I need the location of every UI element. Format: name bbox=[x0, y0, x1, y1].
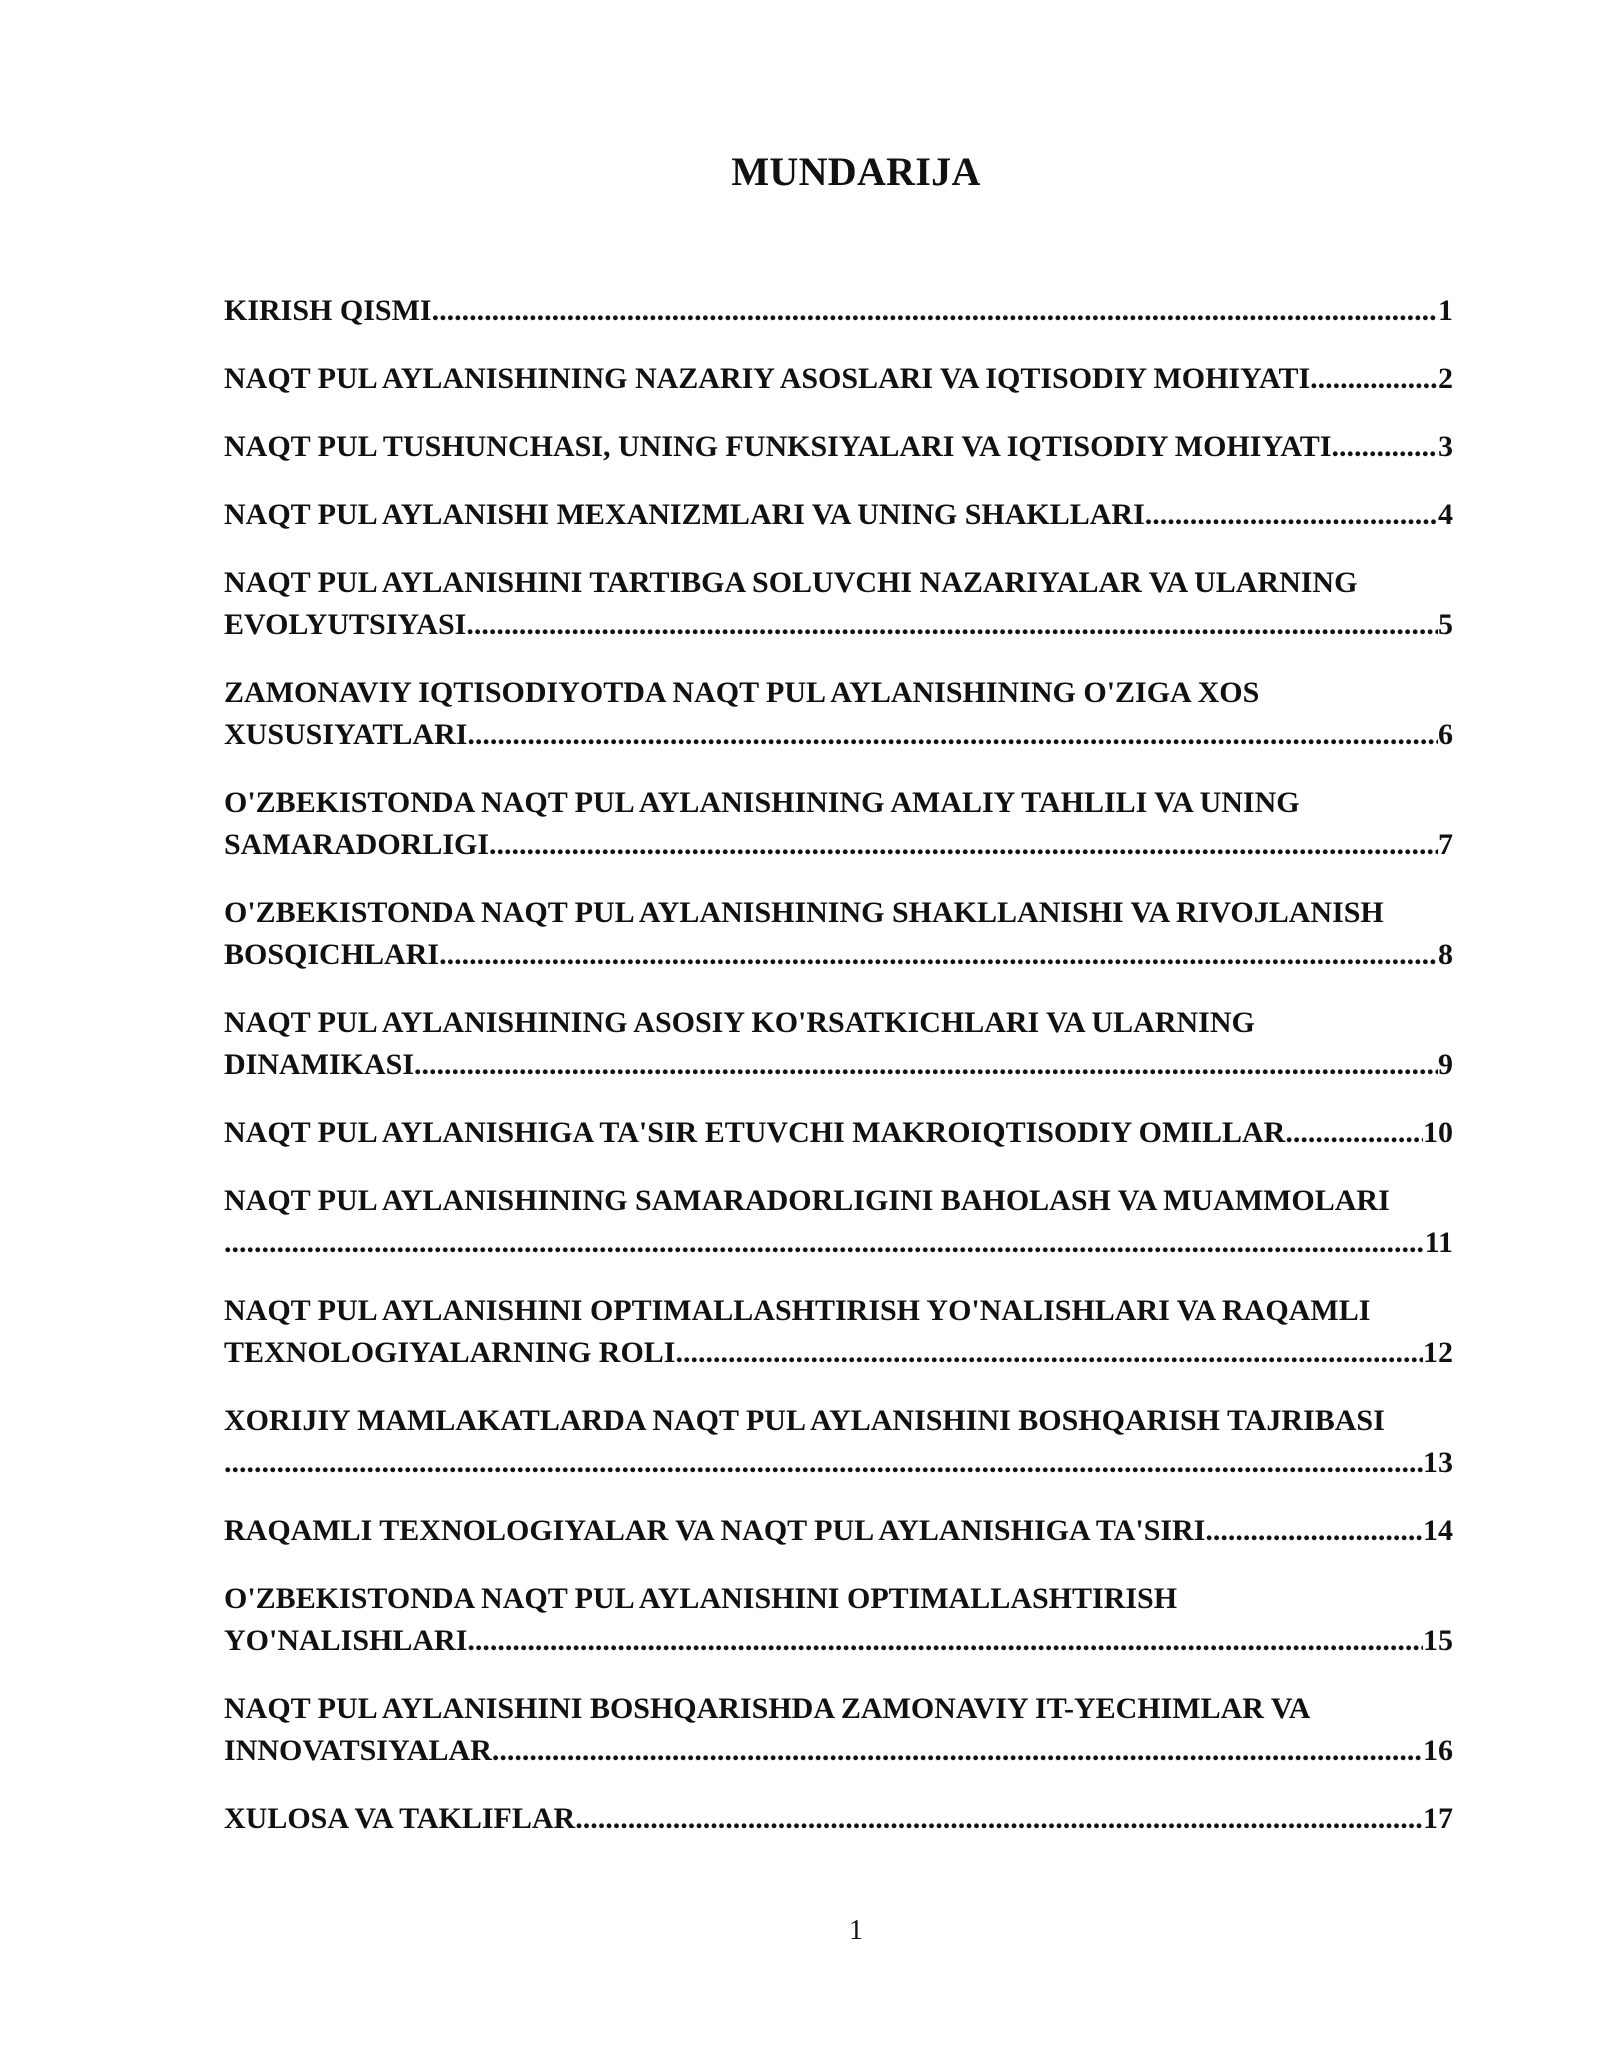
toc-entry-page-number: 4 bbox=[1438, 498, 1453, 531]
toc-entry-title-line: ZAMONAVIY IQTISODIYOTDA NAQT PUL AYLANISHINING O'ZIGA XOS bbox=[224, 676, 1260, 709]
toc-entry-title-line: NAQT PUL AYLANISHINI BOSHQARISHDA ZAMONAVIY IT-YECHIMLAR VA bbox=[224, 1692, 1311, 1725]
dot-leader bbox=[414, 1044, 1438, 1086]
toc-entry-title: EVOLYUTSIYASI bbox=[224, 608, 467, 641]
toc-entry-leader-line bbox=[224, 1442, 1453, 1484]
toc-entry-leader-line bbox=[224, 1222, 1453, 1264]
toc-entry[interactable] bbox=[224, 358, 1453, 400]
toc-entry-leader-line bbox=[224, 1730, 1453, 1772]
toc-entry-title-line: NAQT PUL AYLANISHINING ASOSIY KO'RSATKICHLARI VA ULARNING bbox=[224, 1006, 1255, 1039]
dot-leader bbox=[466, 604, 1438, 646]
toc-entry-page-number: 6 bbox=[1438, 718, 1453, 751]
toc-entry-title: NAQT PUL AYLANISHI MEXANIZMLARI VA UNING SHAKLLARI bbox=[224, 498, 1145, 531]
toc-entry-page-number: 10 bbox=[1423, 1116, 1453, 1149]
dot-leader bbox=[575, 1798, 1423, 1840]
toc-entry-leader-line bbox=[224, 1112, 1453, 1154]
toc-entry-leader-line bbox=[224, 494, 1453, 536]
dot-leader bbox=[467, 714, 1438, 756]
dot-leader bbox=[492, 1730, 1423, 1772]
toc-entry[interactable] bbox=[224, 782, 1453, 866]
toc-entry-leader-line bbox=[224, 1798, 1453, 1840]
toc-entry[interactable] bbox=[224, 494, 1453, 536]
toc-entry-leader-line bbox=[224, 358, 1453, 400]
toc-entry[interactable] bbox=[224, 1510, 1453, 1552]
toc-entry-leader-line bbox=[224, 714, 1453, 756]
toc-entry-leader-line bbox=[224, 824, 1453, 866]
dot-leader bbox=[1285, 1112, 1423, 1154]
dot-leader bbox=[224, 1222, 1425, 1264]
toc-entry[interactable] bbox=[224, 892, 1453, 976]
toc-entry-title: SAMARADORLIGI bbox=[224, 828, 490, 861]
toc-entry-title: DINAMIKASI bbox=[224, 1048, 415, 1081]
toc-entry[interactable] bbox=[224, 562, 1453, 646]
toc-entry-title: YO'NALISHLARI bbox=[224, 1624, 468, 1657]
toc-entry-title-line: O'ZBEKISTONDA NAQT PUL AYLANISHINING AMALIY TAHLILI VA UNING bbox=[224, 786, 1300, 819]
toc-entry-page-number: 16 bbox=[1423, 1734, 1453, 1767]
toc-entry[interactable] bbox=[224, 290, 1453, 332]
toc-entry-title: XULOSA VA TAKLIFLAR bbox=[224, 1802, 576, 1835]
toc-entry-page-number: 3 bbox=[1438, 430, 1453, 463]
dot-leader bbox=[675, 1332, 1423, 1374]
toc-entry[interactable] bbox=[224, 1180, 1453, 1264]
toc-entry-title: BOSQICHLARI bbox=[224, 938, 440, 971]
dot-leader bbox=[467, 1620, 1423, 1662]
toc-entry[interactable] bbox=[224, 1578, 1453, 1662]
toc-entry-title: NAQT PUL AYLANISHIGA TA'SIR ETUVCHI MAKROIQTISODIY OMILLAR bbox=[224, 1116, 1286, 1149]
toc-entry-page-number: 17 bbox=[1423, 1802, 1453, 1835]
toc-entry-title: XUSUSIYATLARI bbox=[224, 718, 468, 751]
toc-entry-page-number: 12 bbox=[1423, 1336, 1453, 1369]
toc-entry-page-number: 9 bbox=[1438, 1048, 1453, 1081]
toc-entry[interactable] bbox=[224, 1002, 1453, 1086]
toc-entry[interactable] bbox=[224, 1400, 1453, 1484]
toc-entry[interactable] bbox=[224, 1290, 1453, 1374]
toc-entry-page-number: 8 bbox=[1438, 938, 1453, 971]
dot-leader bbox=[1310, 358, 1438, 400]
toc-entry-leader-line bbox=[224, 1510, 1453, 1552]
toc-entry-title: RAQAMLI TEXNOLOGIYALAR VA NAQT PUL AYLANISHIGA TA'SIRI bbox=[224, 1514, 1206, 1547]
toc-entry-page-number: 11 bbox=[1424, 1226, 1453, 1259]
table-of-contents bbox=[224, 290, 1453, 1866]
toc-entry-page-number: 2 bbox=[1438, 362, 1453, 395]
toc-entry-title: NAQT PUL AYLANISHINING NAZARIY ASOSLARI VA IQTISODIY MOHIYATI bbox=[224, 362, 1311, 395]
toc-entry-page-number: 13 bbox=[1423, 1446, 1453, 1479]
page-title: MUNDARIJA bbox=[731, 149, 981, 194]
toc-entry[interactable] bbox=[224, 1688, 1453, 1772]
toc-entry-title-line: O'ZBEKISTONDA NAQT PUL AYLANISHINI OPTIMALLASHTIRISH bbox=[224, 1582, 1178, 1615]
dot-leader bbox=[439, 934, 1438, 976]
toc-entry-page-number: 7 bbox=[1438, 828, 1453, 861]
toc-entry-title-line: NAQT PUL AYLANISHINI OPTIMALLASHTIRISH YO'NALISHLARI VA RAQAMLI bbox=[224, 1294, 1371, 1327]
toc-entry-page-number: 1 bbox=[1438, 294, 1453, 327]
toc-entry-leader-line bbox=[224, 1332, 1453, 1374]
dot-leader bbox=[224, 1442, 1423, 1484]
toc-entry[interactable] bbox=[224, 1798, 1453, 1840]
toc-entry-title: KIRISH QISMI bbox=[224, 294, 432, 327]
dot-leader bbox=[1205, 1510, 1423, 1552]
dot-leader bbox=[489, 824, 1438, 866]
toc-entry[interactable] bbox=[224, 1112, 1453, 1154]
toc-entry-page-number: 15 bbox=[1423, 1624, 1453, 1657]
toc-entry-leader-line bbox=[224, 934, 1453, 976]
dot-leader bbox=[1332, 426, 1439, 468]
footer-page-number: 1 bbox=[849, 1915, 863, 1946]
toc-entry-title: NAQT PUL TUSHUNCHASI, UNING FUNKSIYALARI VA IQTISODIY MOHIYATI bbox=[224, 430, 1332, 463]
toc-entry-title-line: NAQT PUL AYLANISHINING SAMARADORLIGINI BAHOLASH VA MUAMMOLARI bbox=[224, 1184, 1390, 1217]
toc-entry[interactable] bbox=[224, 426, 1453, 468]
toc-entry-title: INNOVATSIYALAR bbox=[224, 1734, 492, 1767]
toc-entry-title: TEXNOLOGIYALARNING ROLI bbox=[224, 1336, 676, 1369]
toc-entry-leader-line bbox=[224, 290, 1453, 332]
toc-entry-title-line: O'ZBEKISTONDA NAQT PUL AYLANISHINING SHAKLLANISHI VA RIVOJLANISH bbox=[224, 896, 1384, 929]
toc-entry-title-line: NAQT PUL AYLANISHINI TARTIBGA SOLUVCHI NAZARIYALAR VA ULARNING bbox=[224, 566, 1358, 599]
toc-entry-leader-line bbox=[224, 604, 1453, 646]
toc-entry-leader-line bbox=[224, 1044, 1453, 1086]
toc-entry-page-number: 14 bbox=[1423, 1514, 1453, 1547]
toc-entry-leader-line bbox=[224, 1620, 1453, 1662]
dot-leader bbox=[1145, 494, 1438, 536]
dot-leader bbox=[432, 290, 1438, 332]
toc-entry-leader-line bbox=[224, 426, 1453, 468]
toc-entry[interactable] bbox=[224, 672, 1453, 756]
toc-entry-title-line: XORIJIY MAMLAKATLARDA NAQT PUL AYLANISHINI BOSHQARISH TAJRIBASI bbox=[224, 1404, 1385, 1437]
toc-entry-page-number: 5 bbox=[1438, 608, 1453, 641]
